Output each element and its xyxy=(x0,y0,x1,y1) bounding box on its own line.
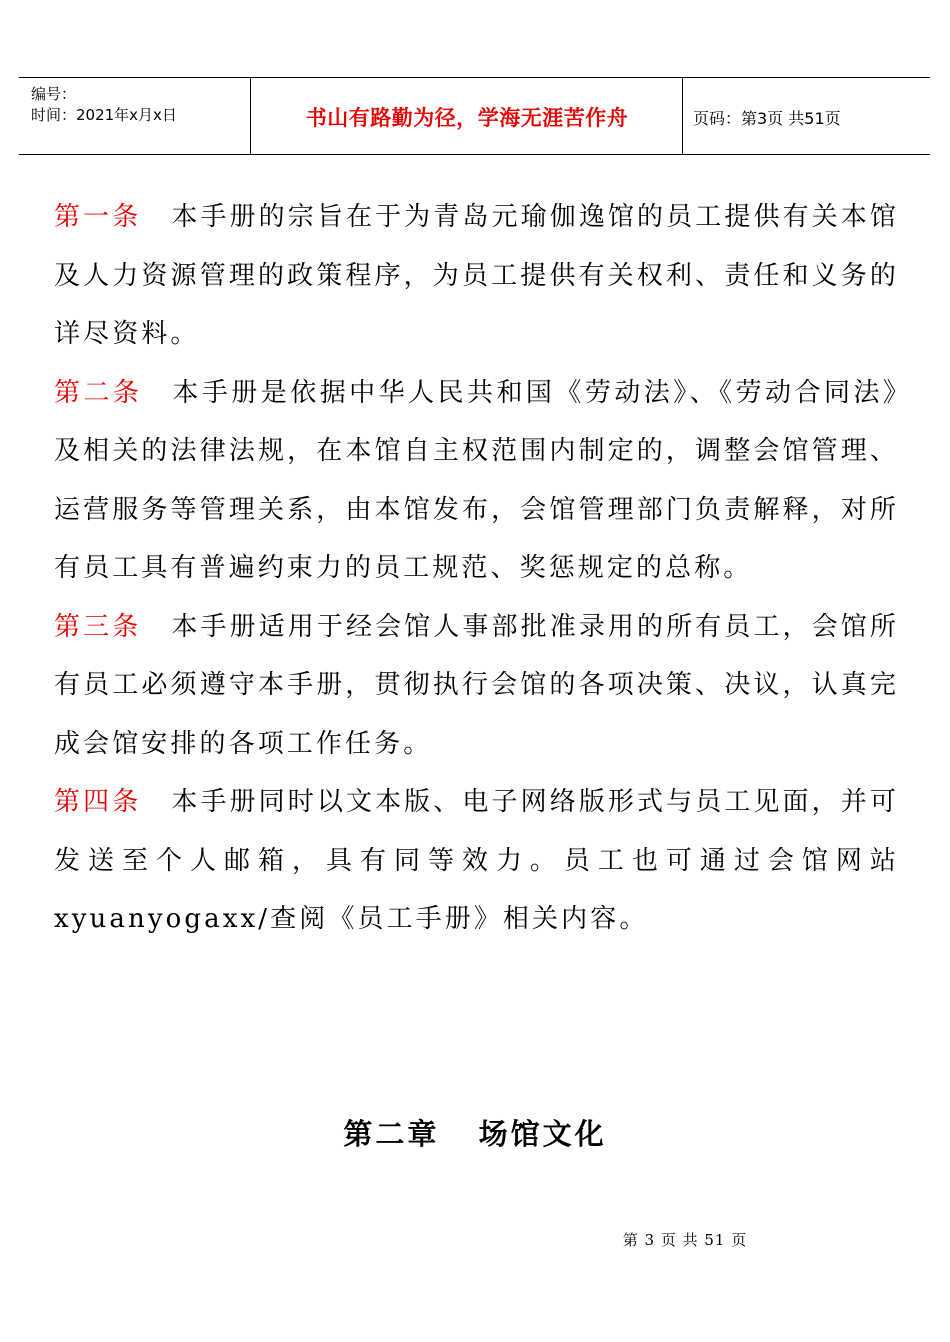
article-label: 第一条 xyxy=(54,202,142,232)
article-1 xyxy=(54,188,899,364)
time-label: 时间：2021年x月x日 xyxy=(31,106,177,124)
article-text: 本手册是依据中华人民共和国《劳动法》、《劳动合同法》及相关的法律法规，在本馆自主权范围内制定的，调整会馆管理、运营服务等管理关系，由本馆发布，会馆管理部门负责解释，对所有员工具有普遍约束力的员工规范、奖惩规定的总称。 xyxy=(54,377,899,583)
article-label: 第三条 xyxy=(54,611,142,642)
article-text: 本手册同时以文本版、电子网络版形式与员工见面，并可发送至个人邮箱，具有同等效力。员工也可通过会馆网站xyuanyogaxx/查阅《员工手册》相关内容。 xyxy=(54,787,899,934)
header-page-info: 页码：第3页 共51页 xyxy=(693,108,841,128)
article-label: 第四条 xyxy=(54,787,142,817)
article-4 xyxy=(54,773,899,949)
page-footer: 第 3 页 共 51 页 xyxy=(622,1231,748,1249)
article-3 xyxy=(54,598,899,774)
article-2 xyxy=(54,364,899,598)
article-label: 第二条 xyxy=(54,377,143,408)
chapter-title: 第二章 场馆文化 xyxy=(343,1117,607,1151)
article-text: 本手册适用于经会馆人事部批准录用的所有员工，会馆所有员工必须遵守本手册，贯彻执行会馆的各项决策、决议，认真完成会馆安排的各项工作任务。 xyxy=(54,611,899,759)
article-text: 本手册的宗旨在于为青岛元瑜伽逸馆的员工提供有关本馆及人力资源管理的政策程序，为员工提供有关权利、责任和义务的详尽资料。 xyxy=(54,202,899,349)
serial-label: 编号： xyxy=(31,85,77,103)
header-motto: 书山有路勤为径，学海无涯苦作舟 xyxy=(305,106,629,130)
header-divider xyxy=(682,78,683,154)
document-body xyxy=(54,188,899,949)
page-header xyxy=(19,77,930,155)
header-meta xyxy=(31,84,256,126)
